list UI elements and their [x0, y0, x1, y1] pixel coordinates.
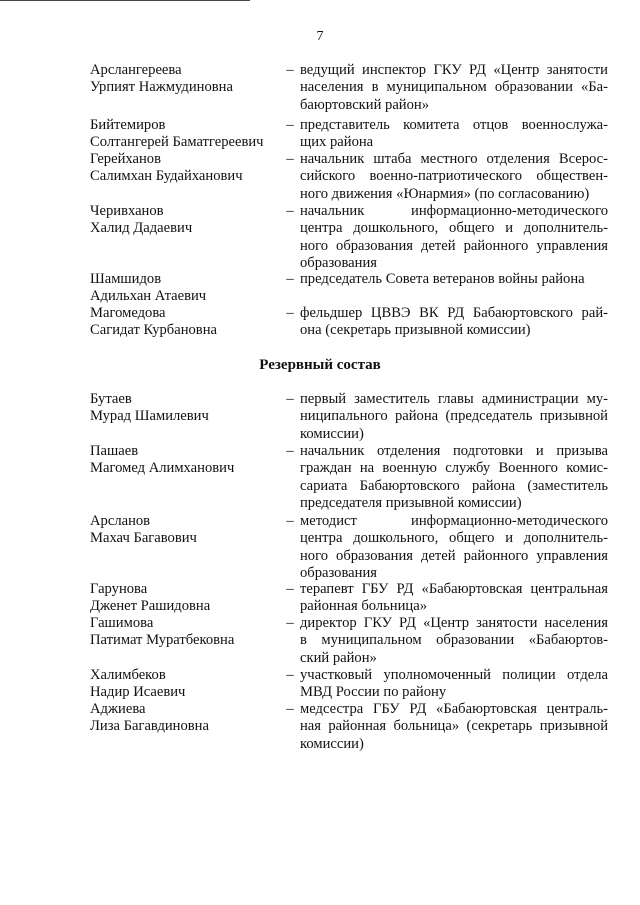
position-line: баюртовский район» [300, 96, 430, 113]
member-given-name: Халид Дадаевич [90, 220, 193, 237]
dash-separator: – [286, 443, 294, 459]
member-given-name: Мурад Шамилевич [90, 408, 209, 425]
dash-separator: – [286, 513, 294, 529]
member-surname: Халимбеков [90, 667, 166, 683]
position-line: районная больница» [300, 598, 428, 615]
dash-separator: – [286, 615, 294, 631]
dash-separator: – [286, 271, 294, 287]
top-rule [0, 0, 250, 1]
position-line: председатель Совета ветеранов войны района [300, 271, 585, 287]
position-line: комиссии) [300, 425, 364, 442]
member-surname: Черивханов [90, 203, 164, 219]
member-given-name: Сагидат Курбановна [90, 322, 217, 339]
position-line: ного образования детей районного управления [300, 237, 608, 254]
member-name [90, 615, 290, 650]
member-name [90, 203, 290, 238]
position-line: начальник штаба местного отделения Всерос- [300, 151, 608, 167]
member-position [300, 443, 608, 512]
member-surname: Бутаев [90, 391, 132, 407]
position-line: ного образования детей районного управления [300, 547, 608, 564]
member-position [300, 305, 608, 340]
member-given-name: Дженет Рашидовна [90, 598, 211, 615]
member-given-name: Патимат Муратбековна [90, 632, 235, 649]
dash-separator: – [286, 62, 294, 78]
member-position [300, 667, 608, 702]
member-given-name: Махач Багавович [90, 530, 197, 547]
position-line: ного движения «Юнармия» (по согласованию) [300, 185, 590, 202]
member-name [90, 701, 290, 736]
member-name [90, 305, 290, 340]
member-surname: Герейханов [90, 151, 161, 167]
member-given-name: Лиза Багавдиновна [90, 718, 209, 735]
member-position [300, 391, 608, 443]
member-surname: Пашаев [90, 443, 139, 459]
position-line: представитель комитета отцов военнослужа- [300, 117, 608, 133]
member-position [300, 581, 608, 616]
member-name [90, 271, 290, 306]
dash-separator: – [286, 581, 294, 597]
position-line: населения в муниципальном образовании «Ба- [300, 79, 608, 96]
member-position [300, 203, 608, 272]
member-name [90, 151, 290, 186]
member-given-name: Салимхан Будайханович [90, 168, 243, 185]
member-given-name: Адильхан Атаевич [90, 288, 207, 305]
position-line: МВД России по району [300, 684, 447, 701]
position-line: сийского военно-патриотического обществен- [300, 168, 608, 185]
position-line: образования [300, 564, 377, 581]
member-given-name: Солтангерей Баматгереевич [90, 134, 264, 151]
reserve-heading: Резервный состав [259, 357, 381, 373]
member-position [300, 513, 608, 582]
member-position [300, 62, 608, 114]
member-name [90, 581, 290, 616]
position-line: первый заместитель главы администрации му- [300, 391, 608, 407]
position-line: сариата Бабаюртовского района (заместитель [300, 477, 608, 494]
member-name [90, 513, 290, 548]
member-surname: Аджиева [90, 701, 146, 717]
member-given-name: Надир Исаевич [90, 684, 186, 701]
member-name [90, 443, 290, 478]
member-name [90, 667, 290, 702]
dash-separator: – [286, 203, 294, 219]
position-line: медсестра ГБУ РД «Бабаюртовская централь- [300, 701, 608, 717]
position-line: ная районная больница» (секретарь призывной [300, 718, 608, 735]
position-line: фельдшер ЦВВЭ ВК РД Бабаюртовского рай- [300, 305, 608, 321]
position-line: щих района [300, 134, 374, 151]
member-surname: Арслангереева [90, 62, 182, 78]
position-line: центра дошкольного, общего и дополнитель- [300, 530, 608, 547]
position-line: директор ГКУ РД «Центр занятости населения [300, 615, 608, 631]
position-line: граждан на военную службу Военного комис- [300, 460, 608, 477]
member-surname: Гашимова [90, 615, 154, 631]
member-name [90, 62, 290, 97]
member-name [90, 117, 290, 152]
member-surname: Гарунова [90, 581, 148, 597]
member-surname: Магомедова [90, 305, 166, 321]
dash-separator: – [286, 391, 294, 407]
position-line: комиссии) [300, 735, 364, 752]
position-line: центра дошкольного, общего и дополнитель- [300, 220, 608, 237]
position-line: терапевт ГБУ РД «Бабаюртовская центральная [300, 581, 608, 597]
position-line: председателя призывной комиссии) [300, 494, 522, 511]
position-line: она (секретарь призывной комиссии) [300, 322, 531, 339]
page-number: 7 [316, 29, 324, 44]
dash-separator: – [286, 305, 294, 321]
member-position [300, 151, 608, 203]
position-line: начальник информационно-методического [300, 203, 608, 219]
position-line: участковый уполномоченный полиции отдела [300, 667, 608, 683]
member-name [90, 391, 290, 426]
member-position [300, 701, 608, 753]
dash-separator: – [286, 151, 294, 167]
position-line: ниципального района (председатель призывной [300, 408, 608, 425]
position-line: начальник отделения подготовки и призыва [300, 443, 608, 459]
position-line: ский район» [300, 649, 377, 666]
member-surname: Шамшидов [90, 271, 162, 287]
member-surname: Бийтемиров [90, 117, 166, 133]
member-position [300, 271, 608, 288]
member-surname: Арсланов [90, 513, 151, 529]
dash-separator: – [286, 117, 294, 133]
position-line: в муниципальном образовании «Бабаюртов- [300, 632, 608, 649]
position-line: образования [300, 254, 377, 271]
position-line: ведущий инспектор ГКУ РД «Центр занятости [300, 62, 608, 78]
dash-separator: – [286, 701, 294, 717]
dash-separator: – [286, 667, 294, 683]
member-position [300, 117, 608, 152]
member-given-name: Урпият Нажмудиновна [90, 79, 233, 96]
member-position [300, 615, 608, 667]
position-line: методист информационно-методического [300, 513, 608, 529]
member-given-name: Магомед Алимханович [90, 460, 235, 477]
